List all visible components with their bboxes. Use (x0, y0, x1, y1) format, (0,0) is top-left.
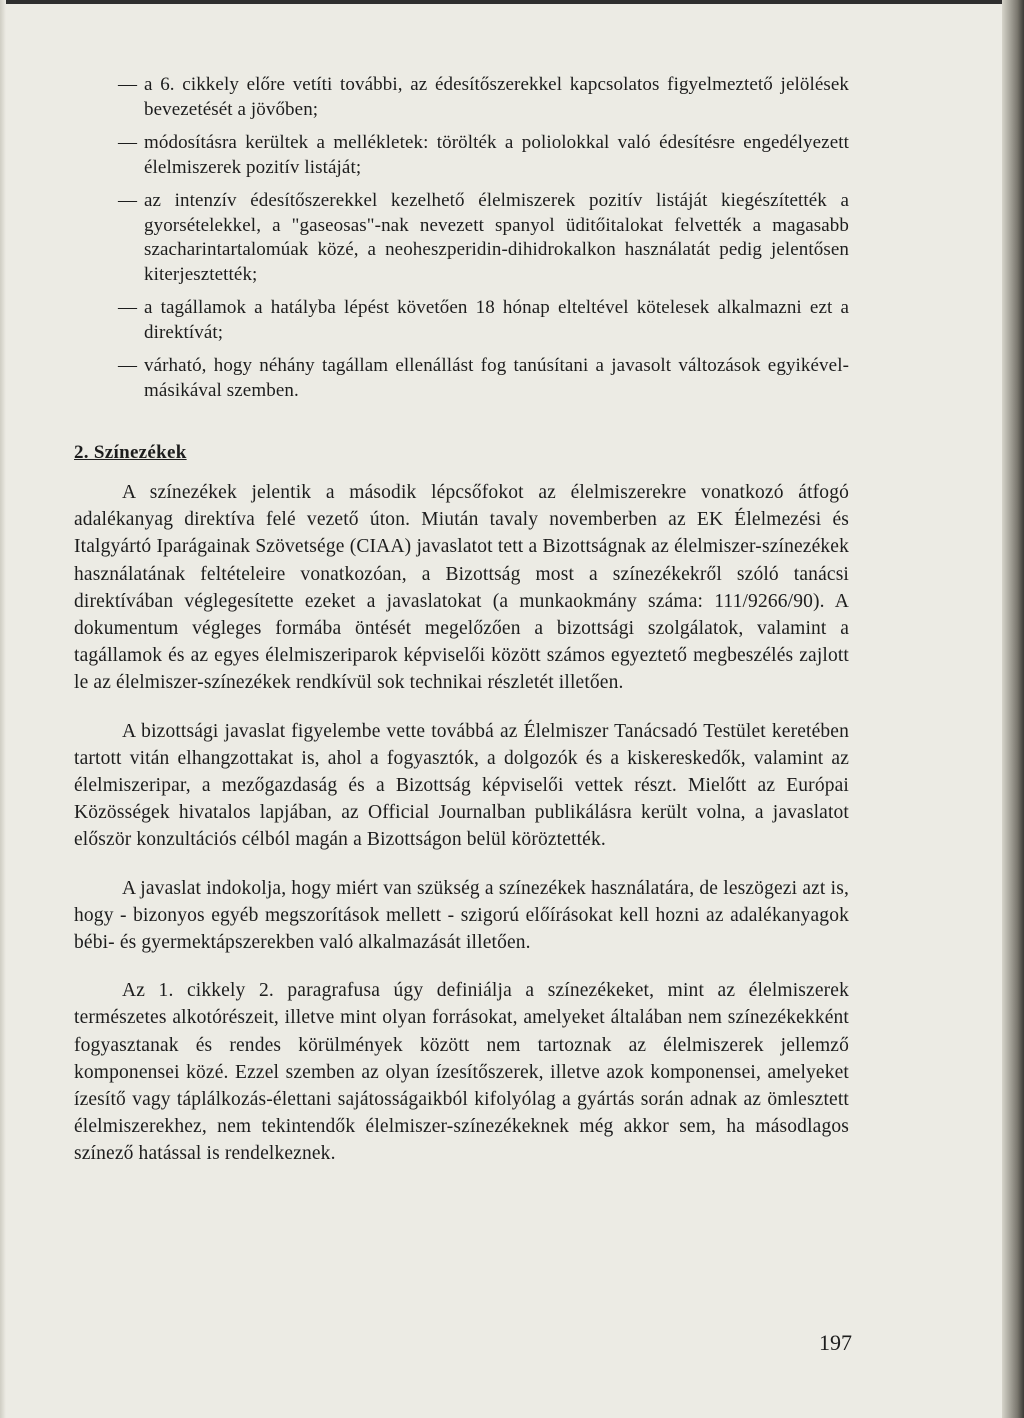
scan-left-edge (0, 0, 6, 1418)
scan-top-edge (0, 0, 1024, 4)
list-item-text: a tagállamok a hatályba lépést követően 18 hónap elteltével kötelesek alkalmazni ezt a direktívát; (144, 297, 849, 343)
bullet-list (74, 73, 849, 403)
dash-marker: — (118, 355, 138, 376)
list-item (74, 189, 849, 287)
dash-marker: — (118, 190, 138, 211)
list-item-text: várható, hogy néhány tagállam ellenállást fog tanúsítani a javasolt változások egyikével-másikával szemben. (144, 355, 849, 401)
list-item-text: az intenzív édesítőszerekkel kezelhető élelmiszerek pozitív listáját kiegészítették a gyorsételekkel, a "gaseosas"-nak nevezett spanyol üditőitalokat felvették a magasabb szacharintartalomúak közé, a neoheszperidin-dihidrokalkon használatát pedig jelentősen kiterjesztették; (144, 190, 849, 285)
section-heading: 2. Színezékek (74, 442, 187, 463)
body-paragraph: Az 1. cikkely 2. paragrafusa úgy definiálja a színezékeket, mint az élelmiszerek természetes alkotórészeit, illetve mint olyan forrásokat, amelyeket általában nem színezékekként fogyasztanak és rendes körülmények között nem tartoznak az élelmiszerek jellemző komponensei közé. Ezzel szemben az olyan ízesítőszerek, illetve azok komponensei, amelyeket ízesítő vagy táplálkozás-élettani sajátosságaikból kifolyólag a gyártás során adnak az ömlesztett élelmiszerekhez, nem tekintendők élelmiszer-színezékeknek még akkor sem, ha másodlagos színező hatással is rendelkeznek. (74, 980, 849, 1165)
dash-marker: — (118, 297, 138, 318)
body-paragraph: A bizottsági javaslat figyelembe vette továbbá az Élelmiszer Tanácsadó Testület keretében tartott vitán elhangzottakat is, ahol a fogyasztók, a dolgozók és a kiskereskedők, valamint az élelmiszeripar, a mezőgazdaság és a Bizottság képviselői vettek részt. Mielőtt az Európai Közösségek hivatalos lapjában, az Official Journalban publikálásra került volna, a javaslatot először konzultációs célból magán a Bizottságon belül köröztették. (74, 720, 849, 851)
body-paragraph: A színezékek jelentik a második lépcsőfokot az élelmiszerekre vonatkozó átfogó adalékanyag direktíva felé vezető úton. Miután tavaly novemberben az EK Élelmezési és Italgyártó Iparágainak Szövetsége (CIAA) javaslatot tett a Bizottságnak az élelmiszer-színezékek használatának feltételeire vonatkozóan, a Bizottság most a színezékekről szóló tanácsi direktívában véglegesítette ezeket a javaslatokat (a munkaokmány száma: 111/9266/90). A dokumentum végleges formába öntését megelőzően a bizottsági szolgálatok, valamint a tagállamok és az egyes élelmiszeriparok képviselői között számos egyeztető megbeszélés zajlott le az élelmiszer-színezékek rendkívül sok technikai részletét illetően. (74, 482, 849, 694)
list-item-text: a 6. cikkely előre vetíti további, az édesítőszerekkel kapcsolatos figyelmeztető jelölések bevezetését a jövőben; (144, 74, 849, 120)
list-item (74, 354, 849, 403)
list-item (74, 73, 849, 122)
list-item (74, 296, 849, 345)
list-item (74, 131, 849, 180)
document-page (74, 73, 849, 1189)
scan-right-edge (1002, 0, 1024, 1418)
body-paragraph: A javaslat indokolja, hogy miért van szükség a színezékek használatára, de leszögezi azt is, hogy - bizonyos egyéb megszorítások mellett - szigorú előírásokat kell hozni az adalékanyagok bébi- és gyermektápszerekben való alkalmazását illetően. (74, 877, 849, 954)
page-number: 197 (819, 1330, 852, 1355)
dash-marker: — (118, 74, 138, 95)
list-item-text: módosításra kerültek a mellékletek: törölték a poliolokkal való édesítésre engedélyezett élelmiszerek pozitív listáját; (144, 132, 849, 178)
dash-marker: — (118, 132, 138, 153)
